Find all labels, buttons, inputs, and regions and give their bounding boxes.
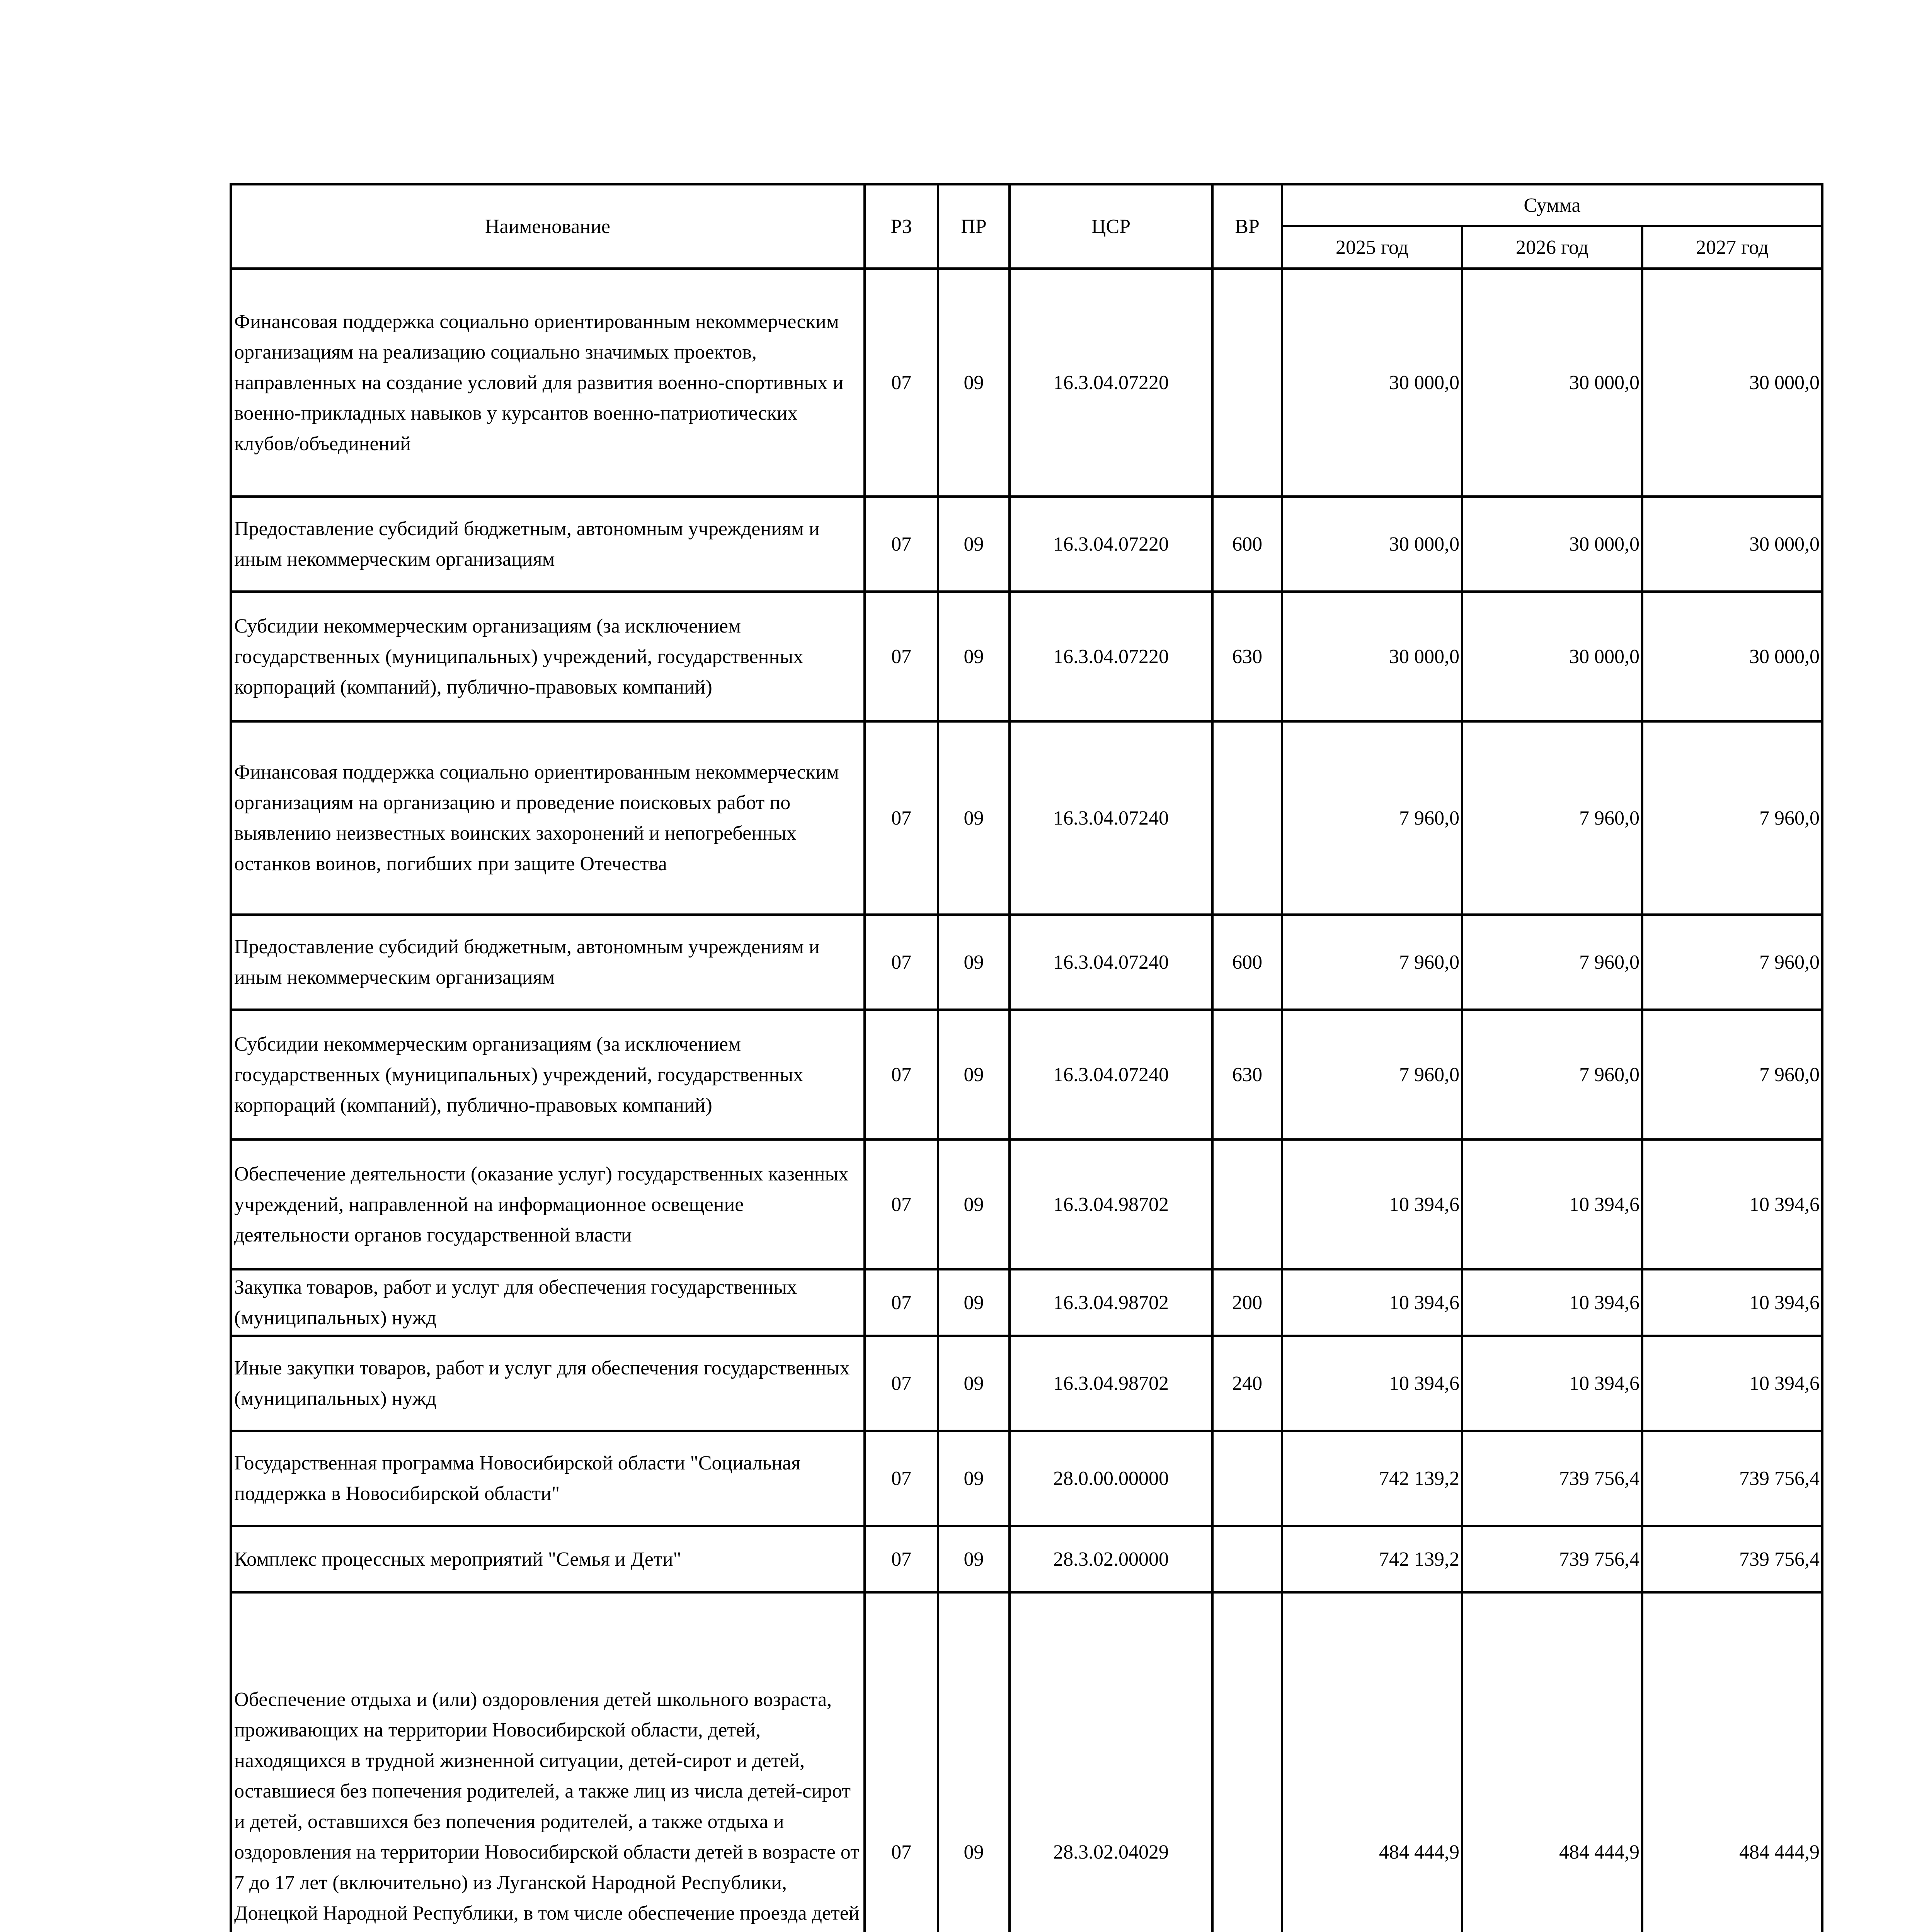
table-row [231, 592, 1822, 721]
cell-sum-2025: 10 394,6 [1282, 1139, 1462, 1269]
cell-sum-2026: 30 000,0 [1462, 592, 1642, 721]
cell-rz: 07 [865, 1010, 938, 1139]
cell-sum-2026: 739 756,4 [1462, 1431, 1642, 1526]
cell-sum-2027: 7 960,0 [1642, 1010, 1822, 1139]
table-row [231, 915, 1822, 1010]
table-body [231, 269, 1822, 1932]
cell-csr: 28.3.02.00000 [1010, 1526, 1212, 1592]
cell-sum-2027: 739 756,4 [1642, 1526, 1822, 1592]
cell-vr: 240 [1212, 1336, 1282, 1431]
cell-pr: 09 [938, 269, 1010, 497]
cell-csr: 28.3.02.04029 [1010, 1592, 1212, 1932]
header-csr: ЦСР [1010, 184, 1212, 269]
cell-sum-2026: 7 960,0 [1462, 721, 1642, 915]
cell-rz: 07 [865, 1139, 938, 1269]
table-row [231, 1139, 1822, 1269]
cell-sum-2027: 7 960,0 [1642, 721, 1822, 915]
table-row [231, 1431, 1822, 1526]
cell-vr [1212, 1431, 1282, 1526]
header-vr: ВР [1212, 184, 1282, 269]
cell-name: Государственная программа Новосибирской области "Социальная поддержка в Новосибирской области" [231, 1431, 865, 1526]
cell-sum-2026: 739 756,4 [1462, 1526, 1642, 1592]
cell-csr: 16.3.04.07240 [1010, 915, 1212, 1010]
cell-name: Комплекс процессных мероприятий "Семья и Дети" [231, 1526, 865, 1592]
cell-vr: 600 [1212, 915, 1282, 1010]
cell-sum-2027: 30 000,0 [1642, 269, 1822, 497]
cell-pr: 09 [938, 1431, 1010, 1526]
cell-sum-2026: 7 960,0 [1462, 915, 1642, 1010]
cell-pr: 09 [938, 497, 1010, 592]
cell-sum-2025: 742 139,2 [1282, 1526, 1462, 1592]
table-row [231, 497, 1822, 592]
cell-rz: 07 [865, 269, 938, 497]
table-row [231, 1592, 1822, 1932]
cell-vr [1212, 1592, 1282, 1932]
header-year-2027: 2027 год [1642, 226, 1822, 269]
cell-rz: 07 [865, 915, 938, 1010]
cell-rz: 07 [865, 592, 938, 721]
cell-csr: 16.3.04.98702 [1010, 1139, 1212, 1269]
table-row [231, 1336, 1822, 1431]
cell-sum-2025: 10 394,6 [1282, 1336, 1462, 1431]
cell-pr: 09 [938, 1010, 1010, 1139]
cell-pr: 09 [938, 1139, 1010, 1269]
cell-vr: 600 [1212, 497, 1282, 592]
header-sum: Сумма [1282, 184, 1822, 226]
cell-csr: 16.3.04.07220 [1010, 497, 1212, 592]
cell-sum-2027: 7 960,0 [1642, 915, 1822, 1010]
cell-sum-2027: 10 394,6 [1642, 1336, 1822, 1431]
cell-pr: 09 [938, 1592, 1010, 1932]
cell-pr: 09 [938, 592, 1010, 721]
cell-vr [1212, 721, 1282, 915]
cell-sum-2025: 484 444,9 [1282, 1592, 1462, 1932]
budget-table [230, 183, 1823, 1932]
cell-sum-2026: 10 394,6 [1462, 1139, 1642, 1269]
cell-rz: 07 [865, 721, 938, 915]
cell-sum-2027: 10 394,6 [1642, 1269, 1822, 1336]
cell-sum-2026: 7 960,0 [1462, 1010, 1642, 1139]
cell-name: Предоставление субсидий бюджетным, автономным учреждениям и иным некоммерческим организациям [231, 915, 865, 1010]
cell-sum-2027: 30 000,0 [1642, 592, 1822, 721]
header-year-2025: 2025 год [1282, 226, 1462, 269]
table-row [231, 1526, 1822, 1592]
cell-csr: 16.3.04.07220 [1010, 592, 1212, 721]
table-row [231, 1269, 1822, 1336]
cell-name: Субсидии некоммерческим организациям (за исключением государственных (муниципальных) учреждений, государственных корпораций (компаний), публично-правовых компаний) [231, 592, 865, 721]
table-row [231, 721, 1822, 915]
cell-name: Финансовая поддержка социально ориентированным некоммерческим организациям на организацию и проведение поисковых работ по выявлению неизвестных воинских захоронений и непогребенных останков воинов, погибших при защите Отечества [231, 721, 865, 915]
cell-vr [1212, 269, 1282, 497]
cell-csr: 16.3.04.07240 [1010, 1010, 1212, 1139]
cell-sum-2027: 30 000,0 [1642, 497, 1822, 592]
cell-csr: 16.3.04.98702 [1010, 1269, 1212, 1336]
header-year-2026: 2026 год [1462, 226, 1642, 269]
cell-name: Субсидии некоммерческим организациям (за исключением государственных (муниципальных) учреждений, государственных корпораций (компаний), публично-правовых компаний) [231, 1010, 865, 1139]
cell-rz: 07 [865, 1592, 938, 1932]
cell-sum-2025: 30 000,0 [1282, 269, 1462, 497]
cell-rz: 07 [865, 1431, 938, 1526]
cell-sum-2026: 10 394,6 [1462, 1269, 1642, 1336]
cell-sum-2027: 484 444,9 [1642, 1592, 1822, 1932]
cell-sum-2026: 10 394,6 [1462, 1336, 1642, 1431]
cell-name: Обеспечение отдыха и (или) оздоровления детей школьного возраста, проживающих на территории Новосибирской области, детей, находящихся в трудной жизненной ситуации, детей-сирот и детей, оставшиеся без попечения родителей, а также лиц из числа детей-сирот и детей, оставшихся без попечения родителей, а также отдыха и оздоровления на территории Новосибирской области детей в возрасте от 7 до 17 лет (включительно) из Луганской Народной Республики, Донецкой Народной Республики, в том числе обеспечение проезда детей [231, 1592, 865, 1932]
cell-pr: 09 [938, 1336, 1010, 1431]
cell-sum-2027: 10 394,6 [1642, 1139, 1822, 1269]
cell-pr: 09 [938, 915, 1010, 1010]
cell-vr: 200 [1212, 1269, 1282, 1336]
cell-sum-2027: 739 756,4 [1642, 1431, 1822, 1526]
cell-vr [1212, 1526, 1282, 1592]
header-name: Наименование [231, 184, 865, 269]
cell-name: Закупка товаров, работ и услуг для обеспечения государственных (муниципальных) нужд [231, 1269, 865, 1336]
cell-sum-2025: 7 960,0 [1282, 721, 1462, 915]
table-row [231, 1010, 1822, 1139]
cell-sum-2025: 7 960,0 [1282, 1010, 1462, 1139]
cell-rz: 07 [865, 497, 938, 592]
cell-pr: 09 [938, 1269, 1010, 1336]
cell-rz: 07 [865, 1526, 938, 1592]
cell-pr: 09 [938, 721, 1010, 915]
cell-name: Иные закупки товаров, работ и услуг для обеспечения государственных (муниципальных) нужд [231, 1336, 865, 1431]
cell-rz: 07 [865, 1269, 938, 1336]
cell-rz: 07 [865, 1336, 938, 1431]
cell-name: Обеспечение деятельности (оказание услуг) государственных казенных учреждений, направленной на информационное освещение деятельности органов государственной власти [231, 1139, 865, 1269]
cell-sum-2025: 10 394,6 [1282, 1269, 1462, 1336]
cell-vr: 630 [1212, 1010, 1282, 1139]
cell-name: Финансовая поддержка социально ориентированным некоммерческим организациям на реализацию социально значимых проектов, направленных на создание условий для развития военно-спортивных и военно-прикладных навыков у курсантов военно-патриотических клубов/объединений [231, 269, 865, 497]
cell-csr: 28.0.00.00000 [1010, 1431, 1212, 1526]
table-row [231, 269, 1822, 497]
cell-sum-2025: 7 960,0 [1282, 915, 1462, 1010]
cell-sum-2025: 742 139,2 [1282, 1431, 1462, 1526]
header-pr: ПР [938, 184, 1010, 269]
cell-pr: 09 [938, 1526, 1010, 1592]
cell-sum-2026: 30 000,0 [1462, 269, 1642, 497]
cell-name: Предоставление субсидий бюджетным, автономным учреждениям и иным некоммерческим организациям [231, 497, 865, 592]
cell-sum-2026: 484 444,9 [1462, 1592, 1642, 1932]
header-rz: РЗ [865, 184, 938, 269]
cell-csr: 16.3.04.07220 [1010, 269, 1212, 497]
cell-sum-2026: 30 000,0 [1462, 497, 1642, 592]
cell-csr: 16.3.04.98702 [1010, 1336, 1212, 1431]
cell-vr: 630 [1212, 592, 1282, 721]
cell-sum-2025: 30 000,0 [1282, 592, 1462, 721]
cell-csr: 16.3.04.07240 [1010, 721, 1212, 915]
cell-vr [1212, 1139, 1282, 1269]
cell-sum-2025: 30 000,0 [1282, 497, 1462, 592]
